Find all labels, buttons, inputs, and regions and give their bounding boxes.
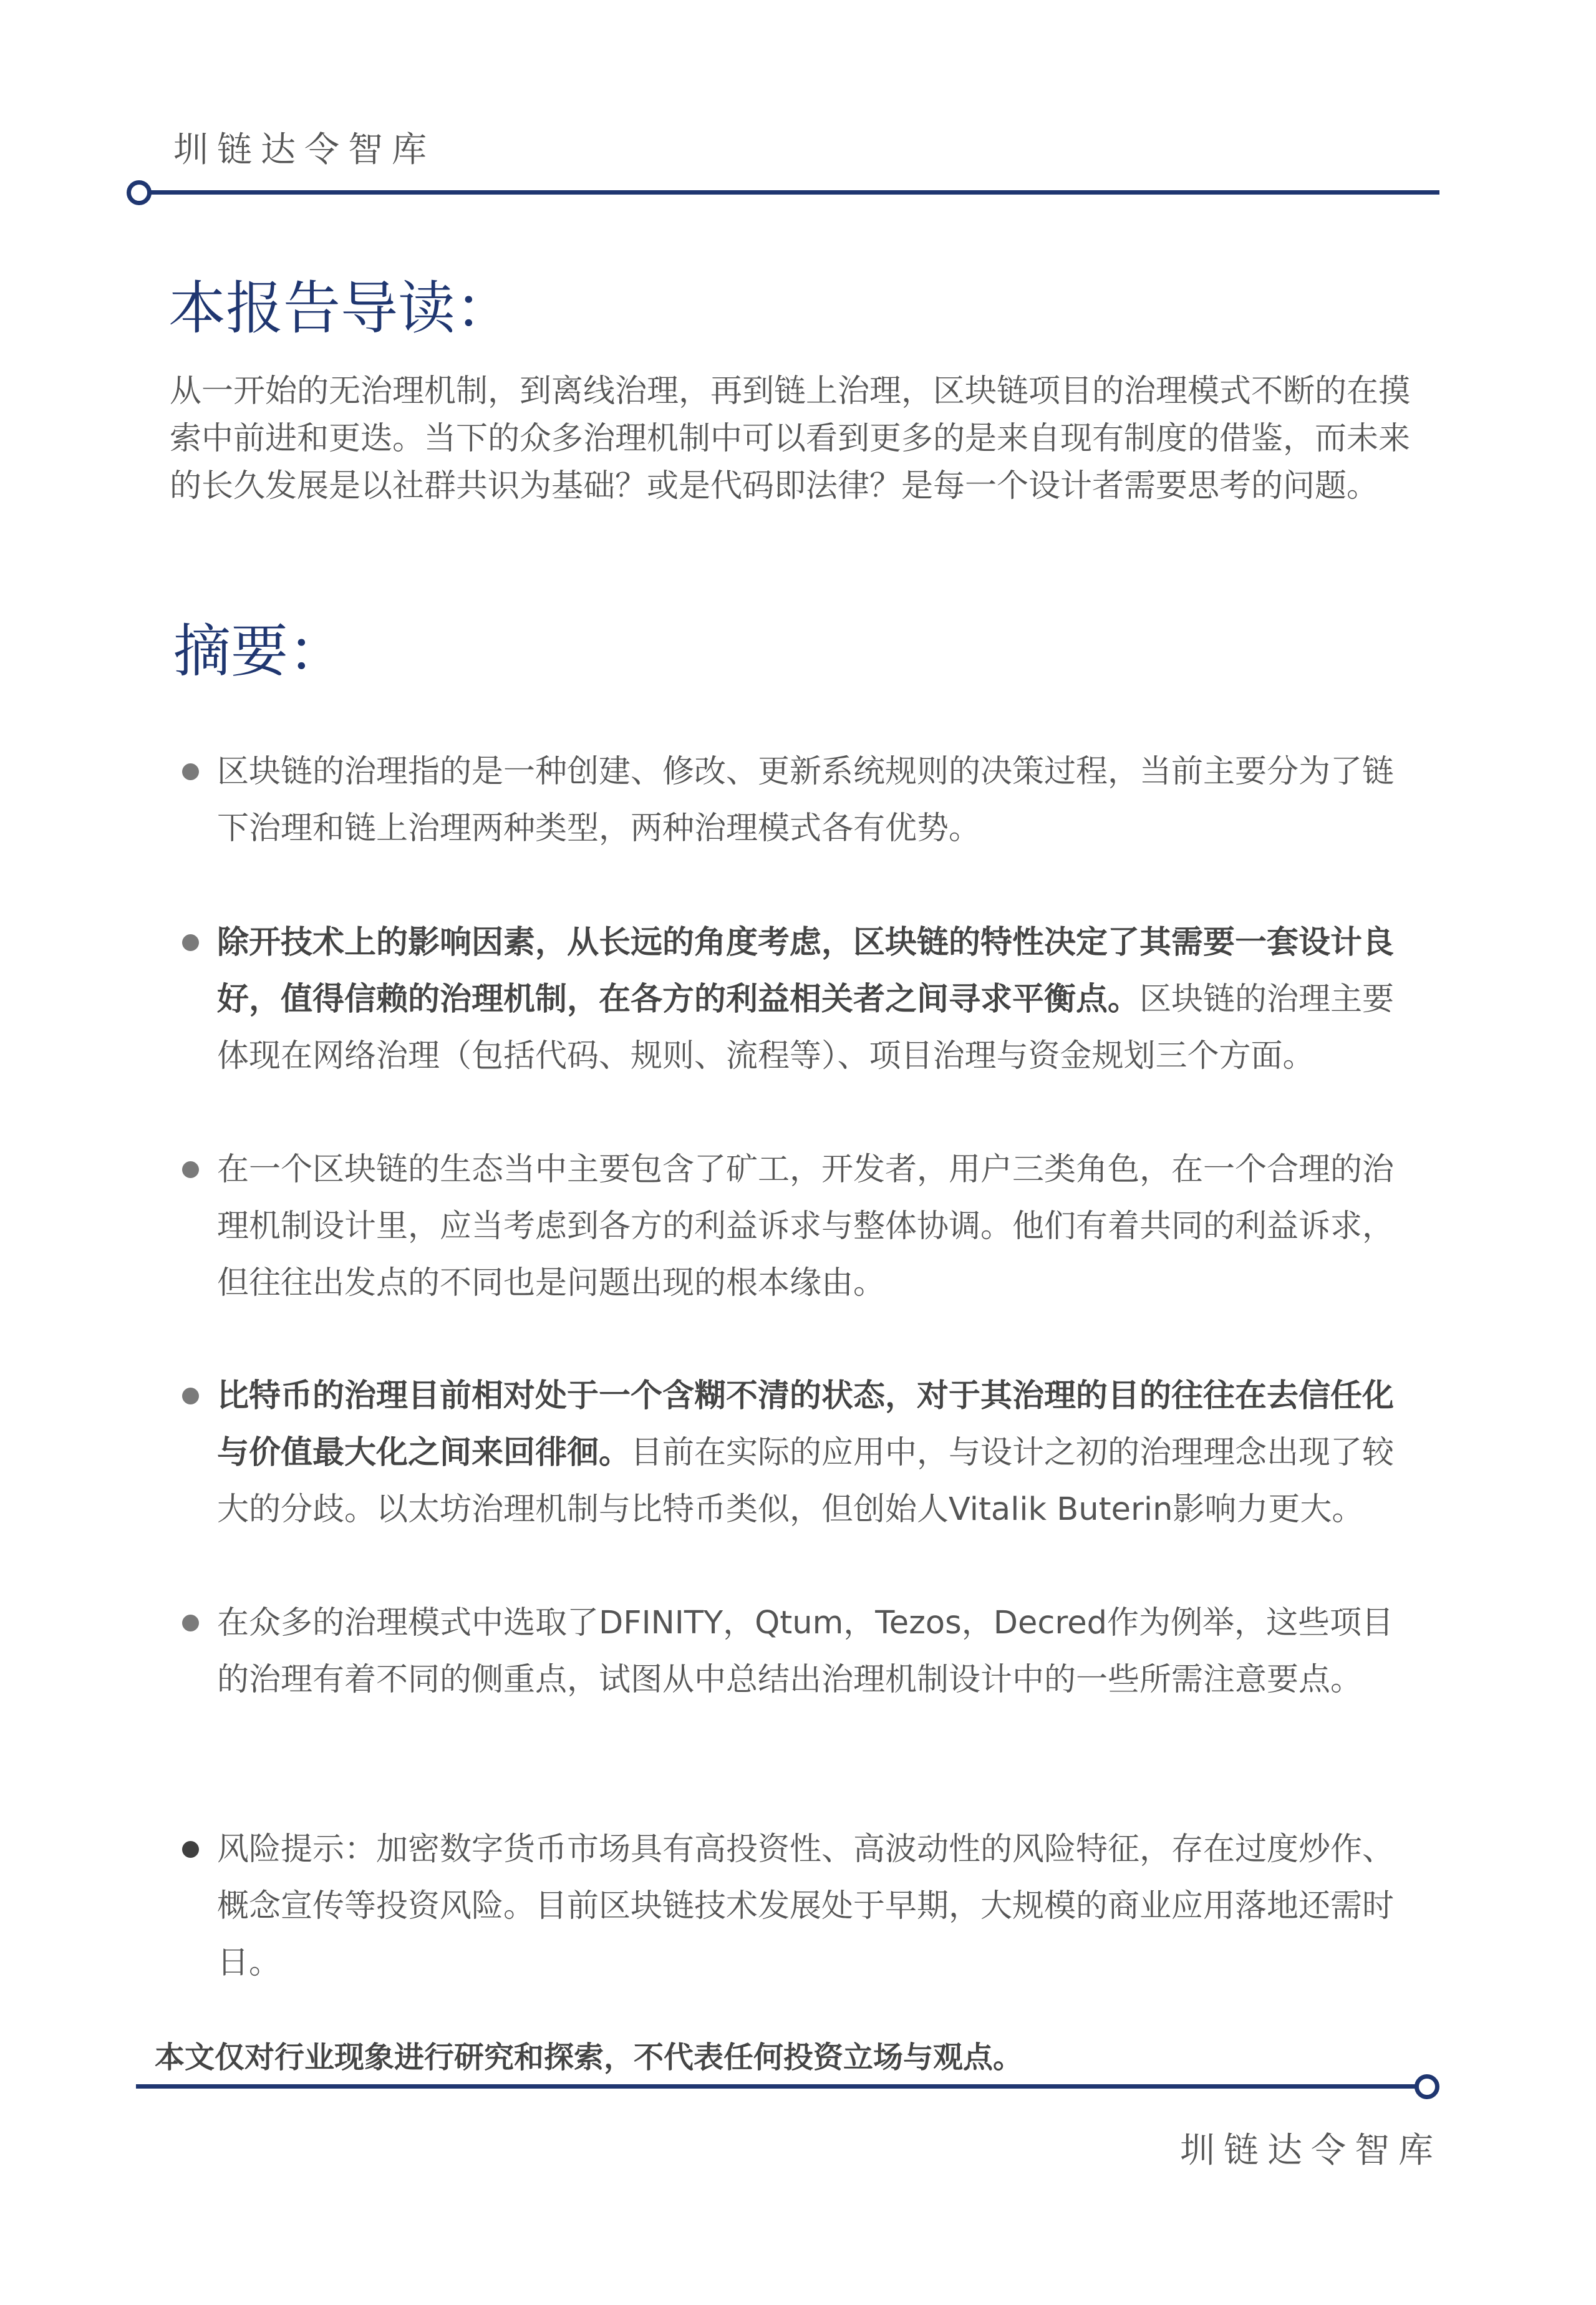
footer-divider bbox=[136, 2084, 1426, 2089]
summary-item-text: 区块链的治理指的是一种创建、修改、更新系统规则的决策过程，当前主要分为了链下治理和链上治理两种类型，两种治理模式各有优势。 bbox=[217, 753, 1395, 847]
bullet-dot-icon bbox=[182, 1615, 199, 1631]
intro-paragraph: 从一开始的无治理机制，到离线治理，再到链上治理，区块链项目的治理模式不断的在摸索中前进和更迭。当下的众多治理机制中可以看到更多的是来自现有制度的借鉴，而未来的长久发展是以社群共识为基础？或是代码即法律？是每一个设计者需要思考的问题。 bbox=[170, 373, 1411, 505]
summary-item-text: 风险提示：加密数字货币市场具有高投资性、高波动性的风险特征，存在过度炒作、概念宣传等投资风险。目前区块链技术发展处于早期，大规模的商业应用落地还需时日。 bbox=[217, 1831, 1395, 1981]
summary-item-risk bbox=[217, 1821, 1415, 1991]
bullet-dot-icon bbox=[182, 1841, 199, 1858]
summary-item bbox=[217, 1368, 1415, 1538]
summary-item bbox=[217, 1141, 1415, 1312]
footer-brand: 圳链达令智库 bbox=[1180, 2130, 1442, 2171]
summary-item-text: 在一个区块链的生态当中主要包含了矿工，开发者，用户三类角色，在一个合理的治理机制设计里，应当考虑到各方的利益诉求与整体协调。他们有着共同的利益诉求，但往往出发点的不同也是问题出现的根本缘由。 bbox=[217, 1151, 1395, 1302]
summary-heading: 摘要： bbox=[173, 618, 346, 685]
summary-item-bold: 除开技术上的影响因素，从长远的角度考虑，区块链的特性决定了其需要一套设计良好，值得信赖的治理机制，在各方的利益相关者之间寻求平衡点。 bbox=[217, 924, 1395, 1018]
summary-item bbox=[217, 743, 1415, 857]
header-divider bbox=[147, 190, 1439, 195]
footer-divider-ring-icon bbox=[1415, 2074, 1439, 2099]
intro-heading: 本报告导读： bbox=[168, 275, 513, 342]
header-divider-ring-icon bbox=[127, 180, 152, 205]
bullet-dot-icon bbox=[182, 1161, 199, 1178]
disclaimer: 本文仅对行业现象进行研究和探索，不代表任何投资立场与观点。 bbox=[155, 2040, 1023, 2075]
bullet-dot-icon bbox=[182, 934, 199, 951]
bullet-dot-icon bbox=[182, 1388, 199, 1404]
summary-item-bold: 比特币的治理目前相对处于一个含糊不清的状态，对于其治理的目的往往在去信任化与价值最大化之间来回徘徊。 bbox=[217, 1378, 1395, 1471]
summary-item-text: 区块链的治理主要体现在网络治理（包括代码、规则、流程等）、项目治理与资金规划三个方面。 bbox=[217, 981, 1395, 1075]
header-brand: 圳链达令智库 bbox=[173, 130, 435, 170]
bullet-dot-icon bbox=[182, 763, 199, 780]
summary-item bbox=[217, 914, 1415, 1085]
summary-item-text: 在众多的治理模式中选取了DFINITY，Qtum，Tezos，Decred作为例举，这些项目的治理有着不同的侧重点，试图从中总结出治理机制设计中的一些所需注意要点。 bbox=[217, 1605, 1393, 1698]
summary-item bbox=[217, 1595, 1415, 1708]
summary-item-text: 目前在实际的应用中，与设计之初的治理理念出现了较大的分歧。以太坊治理机制与比特币类似，但创始人Vitalik Buterin影响力更大。 bbox=[217, 1434, 1395, 1528]
